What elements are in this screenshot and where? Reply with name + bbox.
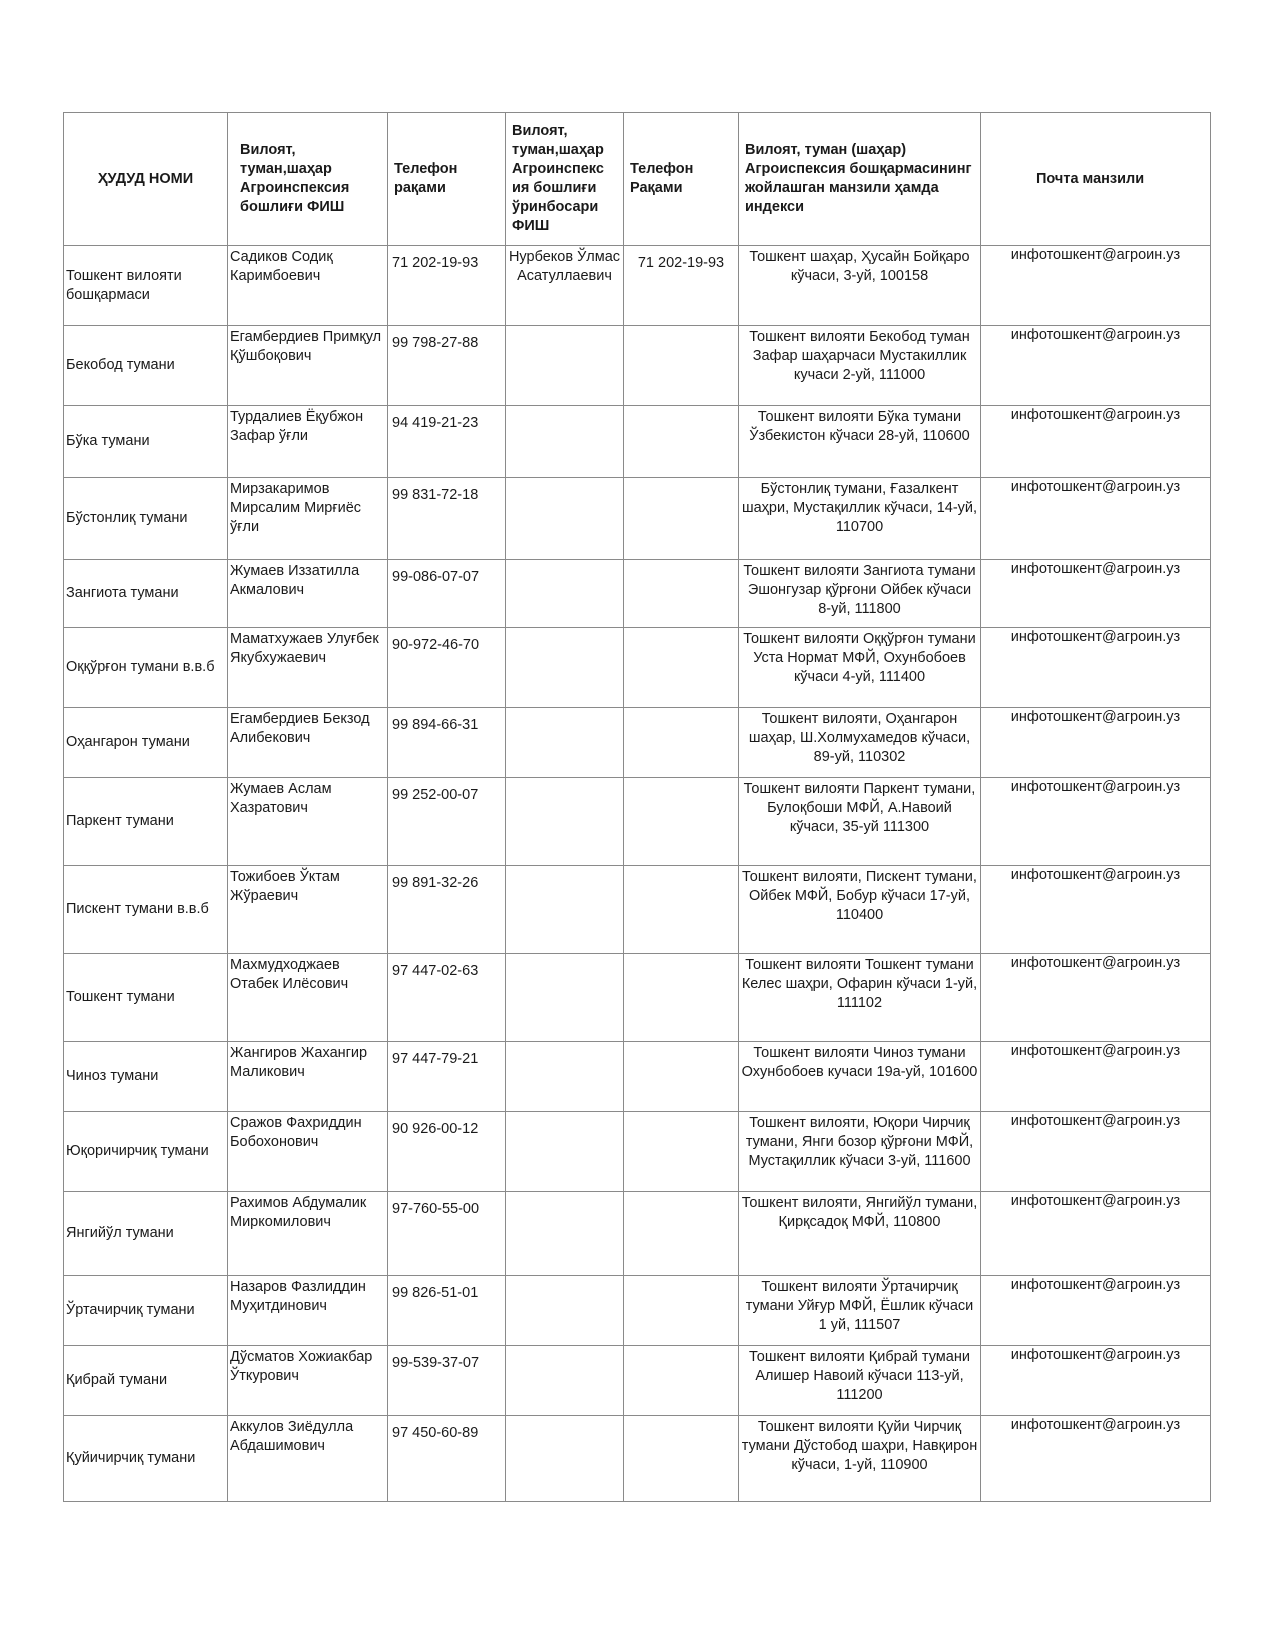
cell-deputy-name: [506, 1346, 624, 1416]
cell-address: Тошкент шаҳар, Ҳусайн Бойқаро кўчаси, 3-уй, 100158: [739, 246, 981, 326]
table-row: [64, 1112, 1211, 1192]
cell-head-name: Садиков Содиқ Каримбоевич: [228, 246, 388, 326]
table-row: [64, 478, 1211, 560]
cell-deputy-phone: [624, 778, 739, 866]
cell-head-name: Жумаев Иззатилла Акмалович: [228, 560, 388, 628]
cell-region: Юқоричирчиқ тумани: [64, 1112, 228, 1192]
cell-head-name: Тожибоев Ўктам Жўраевич: [228, 866, 388, 954]
cell-email: инфотошкент@агроин.уз: [981, 478, 1211, 560]
cell-address: Тошкент вилояти Зангиота тумани Эшонгузар қўрғони Ойбек кўчаси 8-уй, 111800: [739, 560, 981, 628]
cell-head-name: Егамбердиев Примқул Қўшбоқович: [228, 326, 388, 406]
cell-phone: 99 826-51-01: [388, 1276, 506, 1346]
cell-phone: 97 447-02-63: [388, 954, 506, 1042]
cell-deputy-name: [506, 1192, 624, 1276]
table-body: [64, 246, 1211, 1502]
cell-region: Пискент тумани в.в.б: [64, 866, 228, 954]
cell-head-name: Егамбердиев Бекзод Алибекович: [228, 708, 388, 778]
agroinspection-contacts-table: [63, 112, 1211, 1502]
cell-deputy-phone: [624, 866, 739, 954]
cell-phone: 99 891-32-26: [388, 866, 506, 954]
cell-email: инфотошкент@агроин.уз: [981, 406, 1211, 478]
cell-phone: 99 252-00-07: [388, 778, 506, 866]
cell-deputy-name: [506, 1416, 624, 1502]
cell-phone: 97 450-60-89: [388, 1416, 506, 1502]
table-row: [64, 1416, 1211, 1502]
cell-address: Тошкент вилояти, Янгийўл тумани, Қирқсадоқ МФЙ, 110800: [739, 1192, 981, 1276]
cell-email: инфотошкент@агроин.уз: [981, 954, 1211, 1042]
cell-deputy-phone: 71 202-19-93: [624, 246, 739, 326]
cell-head-name: Мирзакаримов Мирсалим Мирғиёс ўғли: [228, 478, 388, 560]
cell-address: Тошкент вилояти Бўка тумани Ўзбекистон кўчаси 28-уй, 110600: [739, 406, 981, 478]
cell-region: Тошкент вилояти бошқармаси: [64, 246, 228, 326]
cell-deputy-phone: [624, 406, 739, 478]
cell-region: Чиноз тумани: [64, 1042, 228, 1112]
table-row: [64, 954, 1211, 1042]
cell-region: Қибрай тумани: [64, 1346, 228, 1416]
cell-deputy-name: [506, 478, 624, 560]
cell-phone: 71 202-19-93: [388, 246, 506, 326]
cell-phone: 99 798-27-88: [388, 326, 506, 406]
table-row: [64, 778, 1211, 866]
cell-address: Тошкент вилояти Оққўрғон тумани Уста Нормат МФЙ, Охунбобоев кўчаси 4-уй, 111400: [739, 628, 981, 708]
table-row: [64, 326, 1211, 406]
cell-deputy-name: [506, 628, 624, 708]
table-row: [64, 406, 1211, 478]
cell-region: Бўка тумани: [64, 406, 228, 478]
cell-deputy-phone: [624, 326, 739, 406]
cell-head-name: Назаров Фазлиддин Муҳитдинович: [228, 1276, 388, 1346]
cell-deputy-name: [506, 954, 624, 1042]
table-row: [64, 1276, 1211, 1346]
cell-phone: 90 926-00-12: [388, 1112, 506, 1192]
cell-region: Оққўрғон тумани в.в.б: [64, 628, 228, 708]
cell-deputy-name: [506, 326, 624, 406]
cell-region: Бекобод тумани: [64, 326, 228, 406]
cell-deputy-phone: [624, 1042, 739, 1112]
cell-region: Ўртачирчиқ тумани: [64, 1276, 228, 1346]
cell-region: Паркент тумани: [64, 778, 228, 866]
cell-address: Тошкент вилояти Паркент тумани, Булоқбоши МФЙ, А.Навоий кўчаси, 35-уй 111300: [739, 778, 981, 866]
header-region: ҲУДУД НОМИ: [64, 113, 228, 246]
cell-email: инфотошкент@агроин.уз: [981, 778, 1211, 866]
header-address: Вилоят, туман (шаҳар) Агроиспексия бошқармасининг жойлашган манзили ҳамда индекси: [739, 113, 981, 246]
table-row: [64, 1042, 1211, 1112]
header-deputy-phone: Телефон Рақами: [624, 113, 739, 246]
cell-region: Бўстонлиқ тумани: [64, 478, 228, 560]
cell-phone: 90-972-46-70: [388, 628, 506, 708]
cell-phone: 99-539-37-07: [388, 1346, 506, 1416]
header-row: [64, 113, 1211, 246]
cell-address: Тошкент вилояти, Оҳангарон шаҳар, Ш.Холмухамедов кўчаси, 89-уй, 110302: [739, 708, 981, 778]
table-row: [64, 560, 1211, 628]
header-head-name: Вилоят, туман,шаҳар Агроинспексия бошлиғи ФИШ: [228, 113, 388, 246]
header-email: Почта манзили: [981, 113, 1211, 246]
cell-email: инфотошкент@агроин.уз: [981, 1276, 1211, 1346]
cell-region: Янгийўл тумани: [64, 1192, 228, 1276]
table-row: [64, 628, 1211, 708]
cell-head-name: Жумаев Аслам Хазратович: [228, 778, 388, 866]
table-row: [64, 866, 1211, 954]
cell-email: инфотошкент@агроин.уз: [981, 246, 1211, 326]
cell-deputy-name: [506, 708, 624, 778]
cell-head-name: Аккулов Зиёдулла Абдашимович: [228, 1416, 388, 1502]
cell-deputy-phone: [624, 1112, 739, 1192]
cell-deputy-phone: [624, 708, 739, 778]
cell-phone: 97-760-55-00: [388, 1192, 506, 1276]
cell-email: инфотошкент@агроин.уз: [981, 1042, 1211, 1112]
cell-head-name: Махмудходжаев Отабек Илёсович: [228, 954, 388, 1042]
cell-region: Зангиота тумани: [64, 560, 228, 628]
cell-deputy-phone: [624, 1346, 739, 1416]
cell-deputy-phone: [624, 1276, 739, 1346]
cell-deputy-name: [506, 560, 624, 628]
cell-address: Тошкент вилояти Бекобод туман Зафар шаҳарчаси Мустакиллик кучаси 2-уй, 111000: [739, 326, 981, 406]
cell-phone: 97 447-79-21: [388, 1042, 506, 1112]
header-phone: Телефон рақами: [388, 113, 506, 246]
cell-email: инфотошкент@агроин.уз: [981, 1346, 1211, 1416]
cell-deputy-name: [506, 1276, 624, 1346]
header-deputy-name: Вилоят, туман,шаҳар Агроинспекс ия бошлиғи ўринбосари ФИШ: [506, 113, 624, 246]
cell-phone: 94 419-21-23: [388, 406, 506, 478]
cell-region: Тошкент тумани: [64, 954, 228, 1042]
cell-deputy-name: [506, 778, 624, 866]
cell-head-name: Жангиров Жахангир Маликович: [228, 1042, 388, 1112]
cell-head-name: Турдалиев Ёқубжон Зафар ўғли: [228, 406, 388, 478]
cell-deputy-name: Нурбеков Ўлмас Асатуллаевич: [506, 246, 624, 326]
cell-email: инфотошкент@агроин.уз: [981, 628, 1211, 708]
cell-head-name: Маматхужаев Улуғбек Якубхужаевич: [228, 628, 388, 708]
cell-deputy-phone: [624, 954, 739, 1042]
cell-phone: 99 831-72-18: [388, 478, 506, 560]
cell-region: Оҳангарон тумани: [64, 708, 228, 778]
cell-deputy-name: [506, 406, 624, 478]
cell-address: Тошкент вилояти Тошкент тумани Келес шаҳри, Офарин кўчаси 1-уй, 111102: [739, 954, 981, 1042]
table-row: [64, 1346, 1211, 1416]
cell-address: Тошкент вилояти Қибрай тумани Алишер Навоий кўчаси 113-уй, 111200: [739, 1346, 981, 1416]
cell-address: Тошкент вилояти Чиноз тумани Охунбобоев кучаси 19а-уй, 101600: [739, 1042, 981, 1112]
cell-deputy-phone: [624, 1416, 739, 1502]
cell-email: инфотошкент@агроин.уз: [981, 708, 1211, 778]
table-row: [64, 1192, 1211, 1276]
cell-email: инфотошкент@агроин.уз: [981, 1192, 1211, 1276]
cell-address: Тошкент вилояти, Юқори Чирчиқ тумани, Янги бозор қўрғони МФЙ, Мустақиллик кўчаси 3-уй, 111600: [739, 1112, 981, 1192]
cell-head-name: Рахимов Абдумалик Миркомилович: [228, 1192, 388, 1276]
cell-head-name: Дўсматов Хожиакбар Ўткурович: [228, 1346, 388, 1416]
cell-deputy-phone: [624, 628, 739, 708]
cell-address: Тошкент вилояти Ўртачирчиқ тумани Уйғур МФЙ, Ёшлик кўчаси 1 уй, 111507: [739, 1276, 981, 1346]
table-row: [64, 246, 1211, 326]
table-row: [64, 708, 1211, 778]
cell-email: инфотошкент@агроин.уз: [981, 326, 1211, 406]
cell-email: инфотошкент@агроин.уз: [981, 560, 1211, 628]
cell-deputy-phone: [624, 478, 739, 560]
cell-address: Тошкент вилояти Қуйи Чирчиқ тумани Дўстобод шаҳри, Навқирон кўчаси, 1-уй, 110900: [739, 1416, 981, 1502]
cell-deputy-name: [506, 1112, 624, 1192]
cell-address: Бўстонлиқ тумани, Ғазалкент шаҳри, Мустақиллик кўчаси, 14-уй, 110700: [739, 478, 981, 560]
cell-deputy-phone: [624, 1192, 739, 1276]
cell-region: Қуйичирчиқ тумани: [64, 1416, 228, 1502]
cell-phone: 99-086-07-07: [388, 560, 506, 628]
cell-deputy-phone: [624, 560, 739, 628]
cell-phone: 99 894-66-31: [388, 708, 506, 778]
cell-address: Тошкент вилояти, Пискент тумани, Ойбек МФЙ, Бобур кўчаси 17-уй, 110400: [739, 866, 981, 954]
cell-deputy-name: [506, 866, 624, 954]
cell-deputy-name: [506, 1042, 624, 1112]
cell-email: инфотошкент@агроин.уз: [981, 866, 1211, 954]
cell-head-name: Сражов Фахриддин Бобохонович: [228, 1112, 388, 1192]
cell-email: инфотошкент@агроин.уз: [981, 1416, 1211, 1502]
cell-email: инфотошкент@агроин.уз: [981, 1112, 1211, 1192]
